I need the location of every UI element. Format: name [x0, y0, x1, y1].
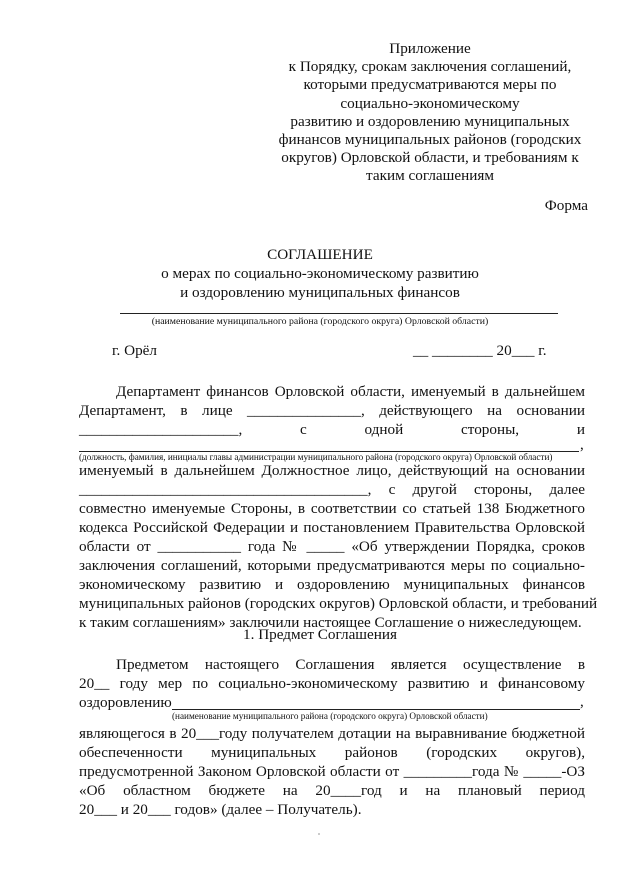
comma: ,: [580, 694, 584, 710]
form-label: Форма: [544, 197, 588, 214]
paragraph-line: совместно именуемые Стороны, в соответствии со статьей 138 Бюджетного: [79, 500, 585, 517]
paragraph-line: 20__ году мер по социально-экономическому развитию и финансовому: [79, 675, 585, 692]
appendix-line: к Порядку, срокам заключения соглашений,: [288, 58, 572, 76]
date-of-signing: __ ________ 20___ г.: [413, 342, 547, 359]
paragraph-line: экономическому развитию и оздоровлению муниципальных финансов: [79, 576, 585, 593]
scan-speck: [318, 833, 320, 835]
appendix-header: [270, 40, 590, 186]
paragraph-line: 20___ и 20___ годов» (далее – Получатель).: [79, 801, 362, 818]
official-caption: (должность, фамилия, инициалы главы администрации муниципального района (городского округа) Орловской области): [79, 452, 553, 462]
municipality-blank-line-2: [172, 709, 580, 710]
paragraph-line: кодекса Российской Федерации и постановлением Правительства Орловской: [79, 519, 585, 536]
paragraph-line: Предметом настоящего Соглашения является осуществление в: [116, 656, 585, 673]
appendix-line: таким соглашениям: [366, 167, 494, 185]
paragraph-line: оздоровлению: [79, 694, 172, 711]
paragraph-line: именуемый в дальнейшем Должностное лицо, действующий на основании: [79, 462, 585, 479]
appendix-line: Приложение: [389, 40, 471, 57]
municipality-caption-2: (наименование муниципального района (городского округа) Орловской области): [172, 711, 488, 721]
paragraph-line: предусмотренной Законом Орловской области от _________года № _____-ОЗ: [79, 763, 585, 780]
paragraph-line: к таким соглашениям» заключили настоящее Соглашение о нижеследующем.: [79, 614, 582, 631]
paragraph-line: «Об областном бюджете на 20____год и на плановый период: [79, 782, 585, 799]
document-title: СОГЛАШЕНИЕ: [267, 246, 373, 263]
paragraph-line: муниципальных районов (городских округов) Орловской области, и требований: [79, 595, 598, 612]
paragraph-line: Департамент финансов Орловской области, именуемый в дальнейшем: [116, 383, 585, 400]
paragraph-line: области от ___________ года № _____ «Об утверждении Порядка, сроков: [79, 538, 585, 555]
municipality-blank-line: [120, 313, 558, 314]
paragraph-line: обеспеченности муниципальных районов (городских округов),: [79, 744, 585, 761]
paragraph-line: являющегося в 20___году получателем дотации на выравнивание бюджетной: [79, 725, 585, 742]
paragraph-line: Департамент, в лице _______________, действующего на основании: [79, 402, 585, 419]
comma: ,: [580, 437, 584, 453]
document-subtitle-line: о мерах по социально-экономическому развитию: [161, 265, 479, 282]
appendix-line: округов) Орловской области, и требованиям к: [281, 149, 579, 167]
appendix-line: которыми предусматриваются меры по: [303, 76, 557, 94]
appendix-line: развитию и оздоровлению муниципальных: [290, 112, 570, 130]
paragraph-line: _____________________, с одной стороны, и: [79, 421, 585, 438]
document-subtitle-line: и оздоровлению муниципальных финансов: [180, 284, 460, 301]
appendix-line: социально-экономическому: [340, 94, 520, 112]
municipality-caption: (наименование муниципального района (городского округа) Орловской области): [151, 316, 489, 327]
paragraph-line: заключения соглашений, которыми предусматриваются меры по социально-: [79, 557, 585, 574]
appendix-line: финансов муниципальных районов (городских: [278, 131, 582, 149]
place-of-signing: г. Орёл: [112, 342, 157, 359]
paragraph-line: ______________________________________, с другой стороны, далее: [79, 481, 585, 498]
section-heading: 1. Предмет Соглашения: [243, 626, 397, 643]
